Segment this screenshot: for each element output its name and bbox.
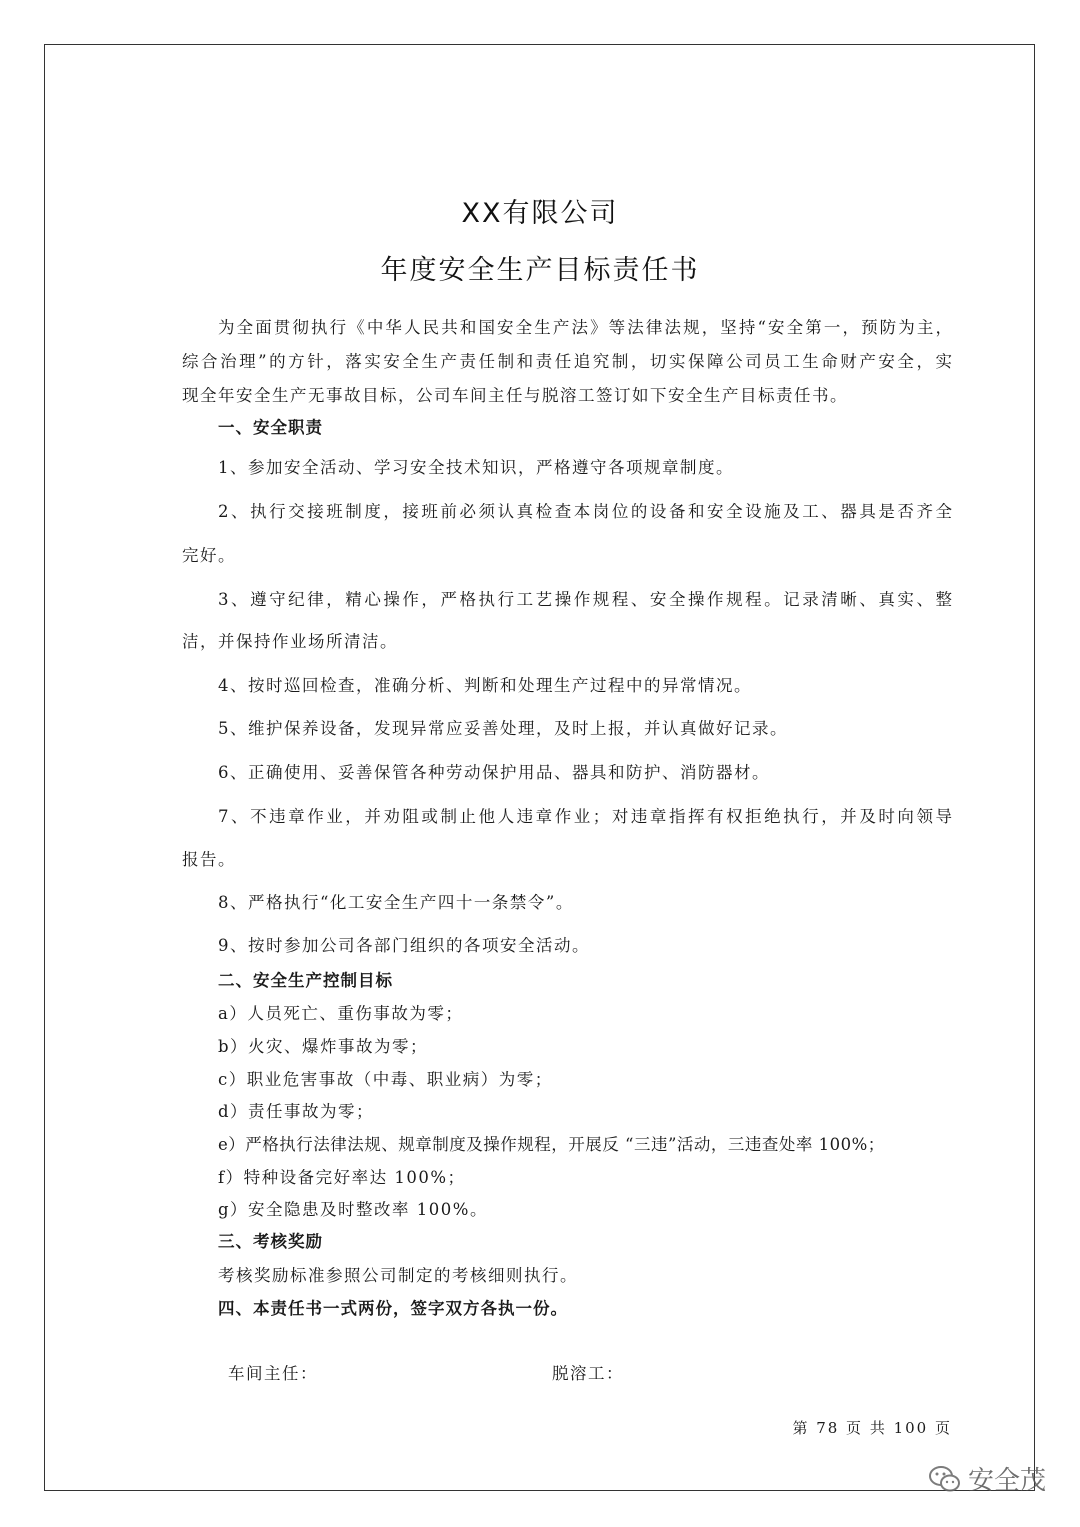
duty-item: 3、遵守纪律，精心操作，严格执行工艺操作规程、安全操作规程。记录清晰、真实、整 xyxy=(218,590,952,609)
wechat-icon xyxy=(928,1464,962,1494)
intro-line-3: 现全年安全生产无事故目标，公司车间主任与脱溶工签订如下安全生产目标责任书。 xyxy=(182,386,848,405)
duty-item: 7、不违章作业，并劝阻或制止他人违章作业；对违章指挥有权拒绝执行，并及时向领导 xyxy=(218,807,952,826)
intro-line-2: 综合治理”的方针，落实安全生产责任制和责任追究制，切实保障公司员工生命财产安全，实 xyxy=(182,352,952,371)
section4-heading: 四、本责任书一式两份，签字双方各执一份。 xyxy=(218,1299,568,1318)
intro-line-1: 为全面贯彻执行《中华人民共和国安全生产法》等法律法规，坚持“安全第一，预防为主， xyxy=(218,318,952,337)
section2-heading: 二、安全生产控制目标 xyxy=(218,971,393,990)
duty-item: 8、严格执行“化工安全生产四十一条禁令”。 xyxy=(218,893,574,912)
company-title: XX有限公司 xyxy=(461,198,619,229)
duty-item: 6、正确使用、妥善保管各种劳动保护用品、器具和防护、消防器材。 xyxy=(218,763,770,782)
duty-item: 9、按时参加公司各部门组织的各项安全活动。 xyxy=(218,936,590,955)
duty-item: 5、维护保养设备，发现异常应妥善处理，及时上报，并认真做好记录。 xyxy=(218,719,788,738)
target-item: d）责任事故为零； xyxy=(218,1102,375,1121)
duty-item-cont: 完好。 xyxy=(182,546,236,565)
target-item: a）人员死亡、重伤事故为零； xyxy=(218,1004,464,1023)
page-number: 第 78 页 共 100 页 xyxy=(792,1419,952,1437)
watermark xyxy=(928,1460,1046,1497)
duty-item: 2、执行交接班制度，接班前必须认真检查本岗位的设备和安全设施及工、器具是否齐全 xyxy=(218,502,952,521)
duty-item-cont: 报告。 xyxy=(182,850,236,869)
target-item: b）火灾、爆炸事故为零； xyxy=(218,1037,429,1056)
section3-heading: 三、考核奖励 xyxy=(218,1232,323,1251)
target-item: c）职业危害事故（中毒、职业病）为零； xyxy=(218,1070,553,1089)
signature-desolventizer: 脱溶工： xyxy=(552,1364,624,1383)
watermark-text: 安全茂 xyxy=(968,1466,1047,1496)
section1-heading: 一、安全职责 xyxy=(218,418,323,437)
signature-workshop-director: 车间主任： xyxy=(228,1364,318,1383)
target-item: f）特种设备完好率达 100%； xyxy=(218,1168,466,1187)
duty-item-cont: 洁，并保持作业场所清洁。 xyxy=(182,632,398,651)
section3-text: 考核奖励标准参照公司制定的考核细则执行。 xyxy=(218,1266,578,1285)
duty-item: 4、按时巡回检查，准确分析、判断和处理生产过程中的异常情况。 xyxy=(218,676,752,695)
target-item: g）安全隐患及时整改率 100%。 xyxy=(218,1200,488,1219)
target-item: e）严格执行法律法规、规章制度及操作规程，开展反 “三违”活动，三违查处率 100%； xyxy=(218,1135,885,1154)
duty-item: 1、参加安全活动、学习安全技术知识，严格遵守各项规章制度。 xyxy=(218,458,734,477)
document-title: 年度安全生产目标责任书 xyxy=(380,255,700,286)
